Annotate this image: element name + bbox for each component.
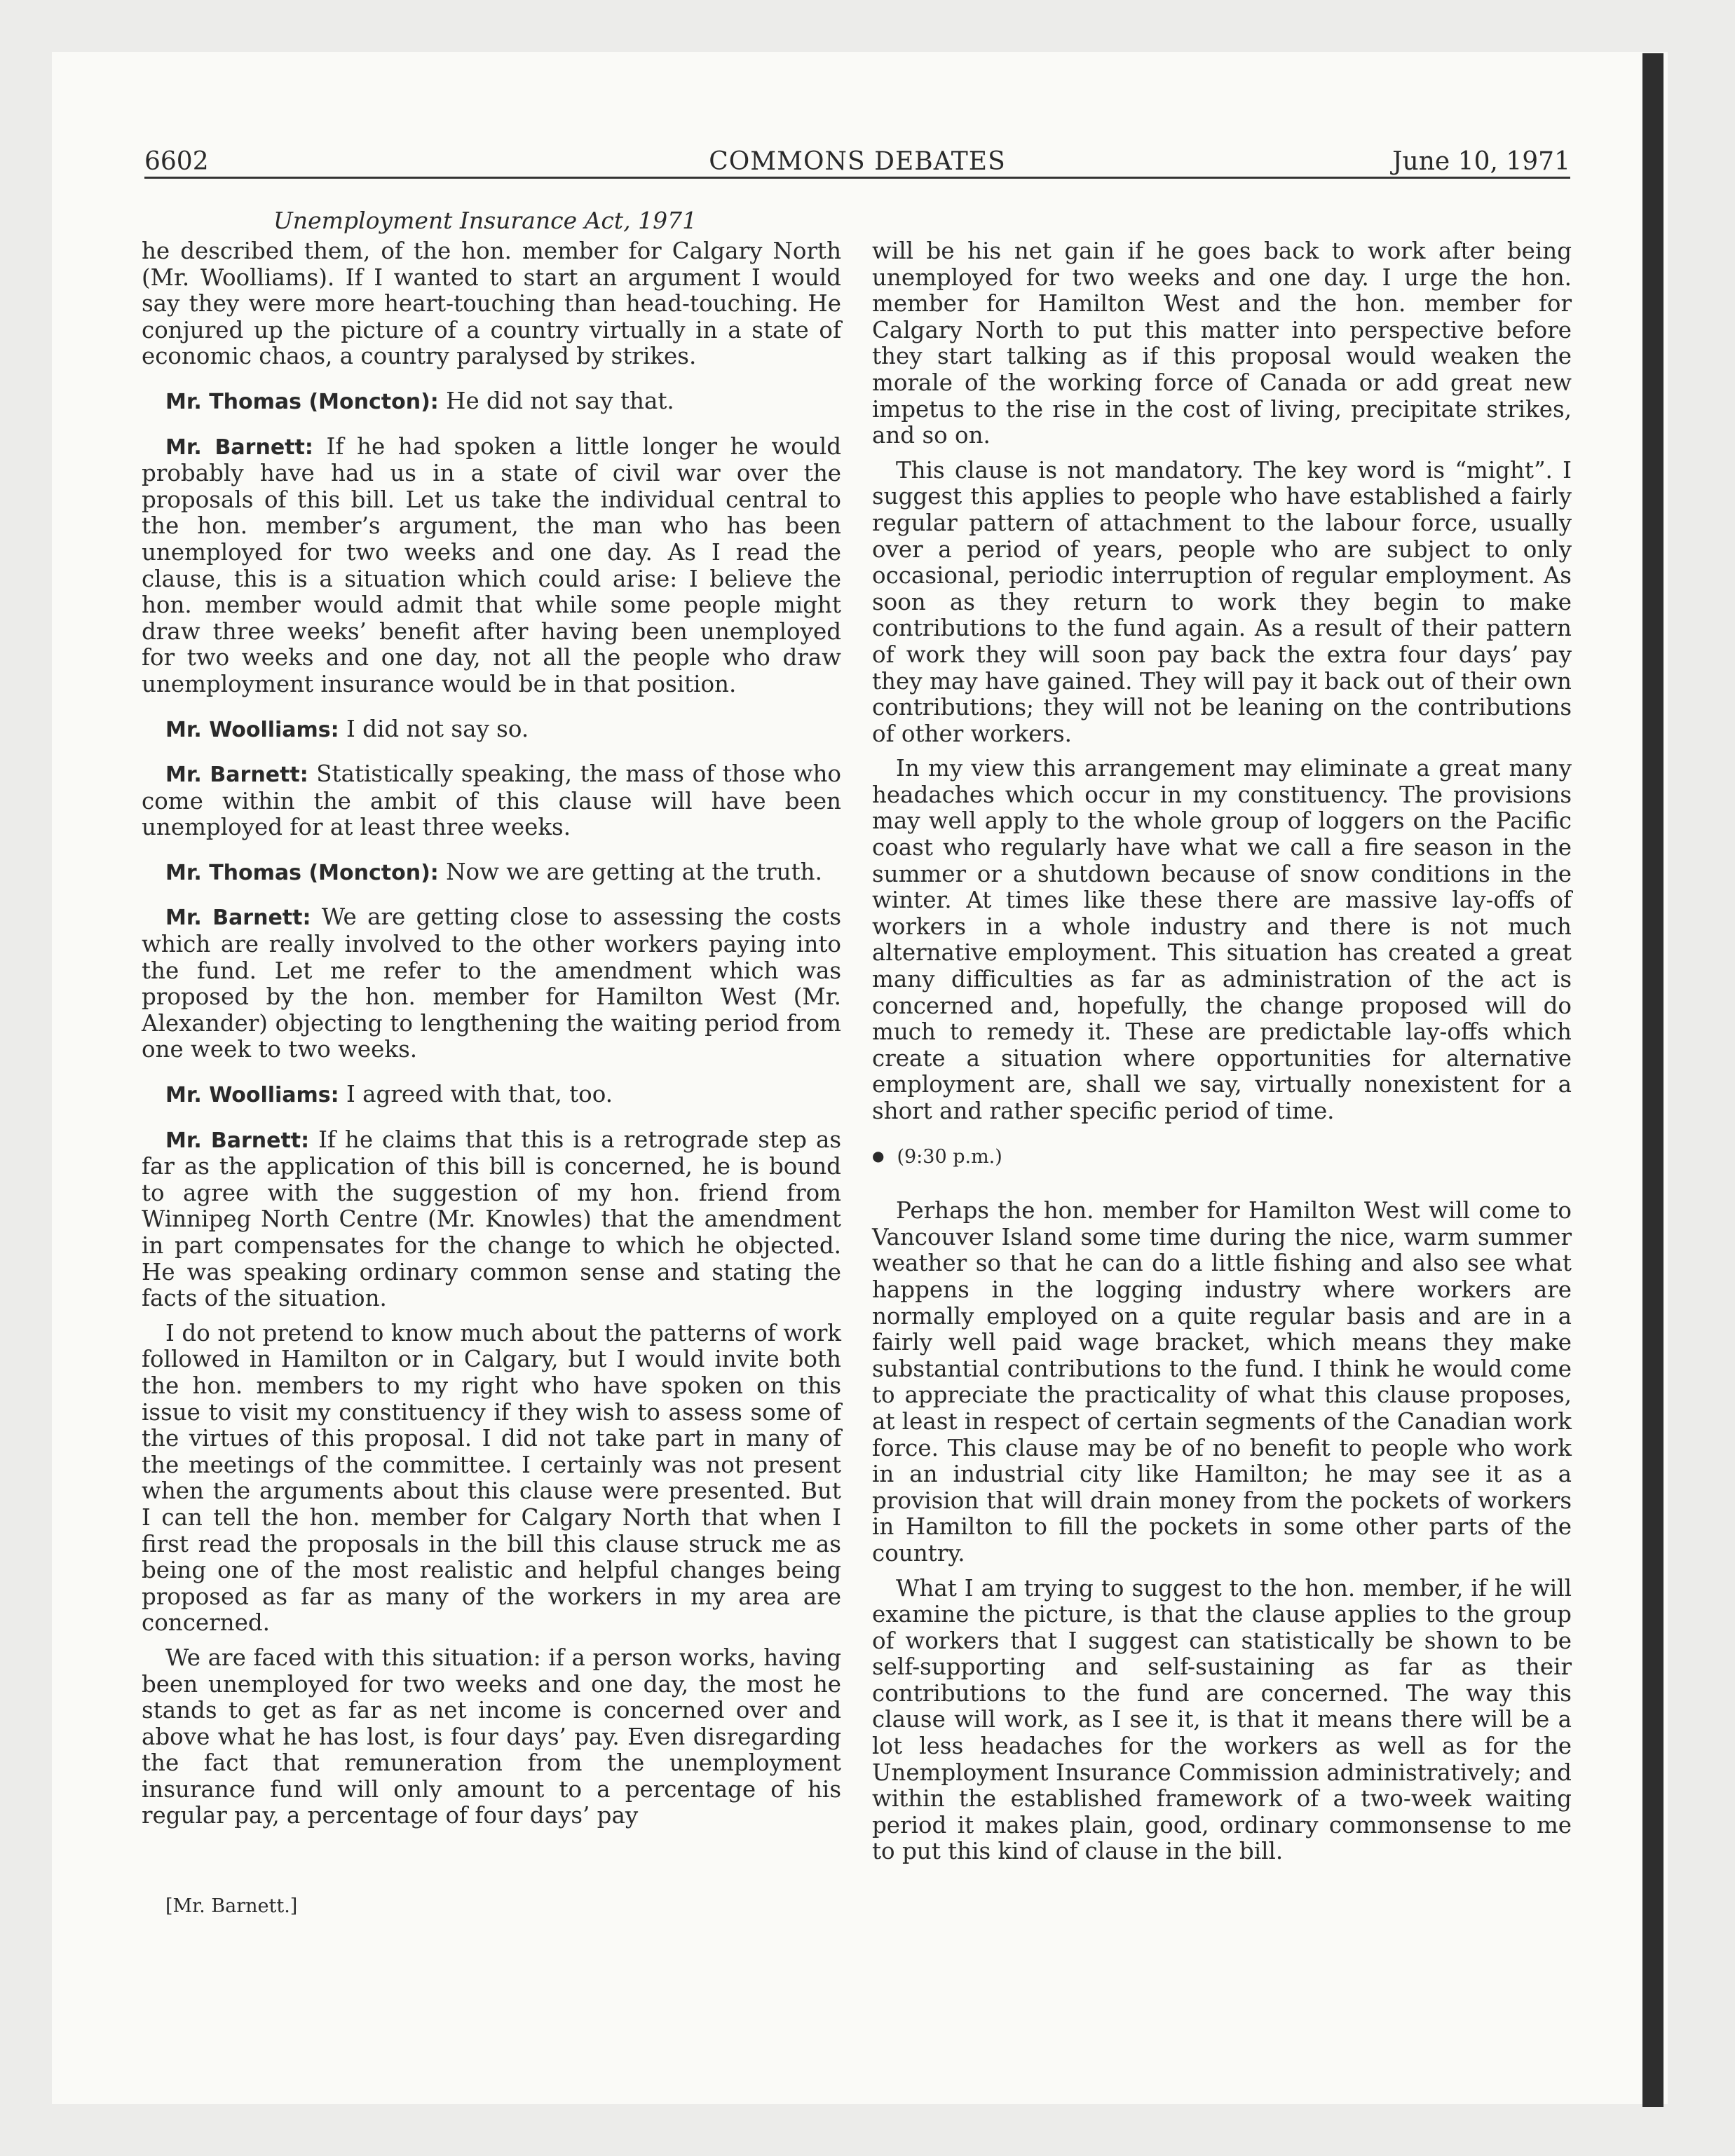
timestamp: ● (9:30 p.m.) <box>872 1145 1002 1168</box>
speaker-name: Mr. Thomas (Moncton): <box>165 389 439 414</box>
speaker-name: Mr. Woolliams: <box>165 717 339 742</box>
paragraph: Mr. Thomas (Moncton): Now we are getting at the truth. <box>165 858 822 885</box>
speaker-name: Mr. Barnett: <box>165 906 311 931</box>
speaker-name: Mr. Barnett: <box>165 763 308 788</box>
paragraph: he described them, of the hon. member for Calgary North (Mr. Woolliams). If I wanted to start an argument I would say they were more heart-touching than head-touching. He conjured up the picture of a country virtually in a state of economic chaos, a country paralysed by strikes. <box>142 238 841 370</box>
speaker-name: Mr. Thomas (Moncton): <box>165 860 439 885</box>
page-date: June 10, 1971 <box>1392 147 1570 176</box>
right-column <box>872 238 1572 1874</box>
speaker-name: Mr. Barnett: <box>165 435 313 460</box>
page-number: 6602 <box>144 147 209 176</box>
paragraph: This clause is not mandatory. The key word is “might”. I suggest this applies to people who have established a fairly regular pattern of attachment to the labour force, usually over a period of years, people who are subject to only occasional, periodic interruption of regular employment. As soon as they return to work they begin to make contributions to the fund again. As a result of their pattern of work they will soon pay back the extra four days’ pay they may have gained. They will pay it back out of their own contributions; they will not be leaning on the contributions of other workers. <box>872 456 1572 747</box>
speaker-name: Mr. Barnett: <box>165 1128 310 1153</box>
bullet-icon: ● <box>872 1147 885 1164</box>
paragraph: Mr. Barnett: Statistically speaking, the mass of those who come within the ambit of this clause will have been unemployed for at least three weeks. <box>142 760 841 841</box>
scan-edge-shadow <box>1642 53 1663 2107</box>
speaker-name: Mr. Woolliams: <box>165 1083 339 1108</box>
paragraph: Mr. Woolliams: I agreed with that, too. <box>165 1081 613 1108</box>
paragraph: I do not pretend to know much about the patterns of work followed in Hamilton or in Calgary, but I would invite both the hon. members to my right who have spoken on this issue to visit my constituency if they wish to assess some of the virtues of this proposal. I did not take part in many of the meetings of the committee. I certainly was not present when the arguments about this clause were presented. But I can tell the hon. member for Calgary North that when I first read the proposals in the bill this clause struck me as being one of the most realistic and helpful changes being proposed as far as many of the workers in my area are concerned. <box>142 1319 841 1637</box>
page-header <box>144 144 1570 179</box>
left-column <box>142 238 841 1838</box>
paragraph: What I am trying to suggest to the hon. member, if he will examine the picture, is that the clause applies to the group of workers that I suggest can statistically be shown to be self-supporting and self-sustaining as far as their contributions to the fund are concerned. The way this clause will work, as I see it, is that it means there will be a lot less headaches for the workers as well as for the Unemployment Insurance Commission administratively; and within the established framework of a two-week waiting period it makes plain, good, ordinary commonsense to me to put this kind of clause in the bill. <box>872 1574 1572 1865</box>
paragraph: Mr. Barnett: If he had spoken a little longer he would probably have had us in a state of civil war over the proposals of this bill. Let us take the individual central to the hon. member’s argument, the man who has been unemployed for two weeks and one day. As I read the clause, this is a situation which could arise: I believe the hon. member would admit that while some people might draw three weeks’ benefit after having been unemployed for two weeks and one day, not all the people who draw unemployment insurance would be in that position. <box>142 432 841 697</box>
speaker-footer-tag: [Mr. Barnett.] <box>165 1895 298 1917</box>
running-head: Unemployment Insurance Act, 1971 <box>273 207 698 234</box>
paragraph: will be his net gain if he goes back to work after being unemployed for two weeks and one day. I urge the hon. member for Hamilton West and the hon. member for Calgary North to put this matter into perspective before they start talking as if this proposal would weaken the morale of the working force of Canada or add great new impetus to the rise in the cost of living, precipitate strikes, and so on. <box>872 238 1572 449</box>
paragraph: Mr. Barnett: We are getting close to assessing the costs which are really involved to the other workers paying into the fund. Let me refer to the amendment which was proposed by the hon. member for Hamilton West (Mr. Alexander) objecting to lengthening the waiting period from one week to two weeks. <box>142 903 841 1063</box>
header-rule <box>144 177 1570 179</box>
paragraph: Perhaps the hon. member for Hamilton West will come to Vancouver Island some time during the nice, warm summer weather so that he can do a little fishing and also see what happens in the logging industry where workers are normally employed on a quite regular basis and are in a fairly well paid wage bracket, which means they make substantial contributions to the fund. I think he would come to appreciate the practicality of what this clause proposes, at least in respect of certain segments of the Canadian work force. This clause may be of no benefit to people who work in an industrial city like Hamilton; he may see it as a provision that will drain money from the pockets of workers in Hamilton to fill the pockets in some other parts of the country. <box>872 1197 1572 1567</box>
paragraph: In my view this arrangement may eliminate a great many headaches which occur in my constituency. The provisions may well apply to the whole group of loggers on the Pacific coast who regularly have what we call a fire season in the summer or a shutdown because of snow conditions in the winter. At times like these there are massive lay-offs of workers in a whole industry and there is not much alternative employment. This situation has created a great many difficulties as far as administration of the act is concerned and, hopefully, the change proposed will do much to remedy it. These are predictable lay-offs which create a situation where opportunities for alternative employment are, shall we say, virtually nonexistent for a short and rather specific period of time. <box>872 755 1572 1124</box>
publication-title: COMMONS DEBATES <box>709 147 1006 176</box>
paragraph: Mr. Woolliams: I did not say so. <box>165 715 529 742</box>
paragraph: Mr. Barnett: If he claims that this is a retrograde step as far as the application of this bill is concerned, he is bound to agree with the suggestion of my hon. friend from Winnipeg North Centre (Mr. Knowles) that the amendment in part compensates for the change to which he objected. He was speaking ordinary common sense and stating the facts of the situation. <box>142 1126 841 1312</box>
paragraph: We are faced with this situation: if a person works, having been unemployed for two weeks and one day, the most he stands to get as far as net income is concerned over and above what he has lost, is four days’ pay. Even disregarding the fact that remuneration from the unemployment insurance fund will only amount to a percentage of his regular pay, a percentage of four days’ pay <box>142 1644 841 1829</box>
paragraph: Mr. Thomas (Moncton): He did not say that. <box>165 387 674 414</box>
